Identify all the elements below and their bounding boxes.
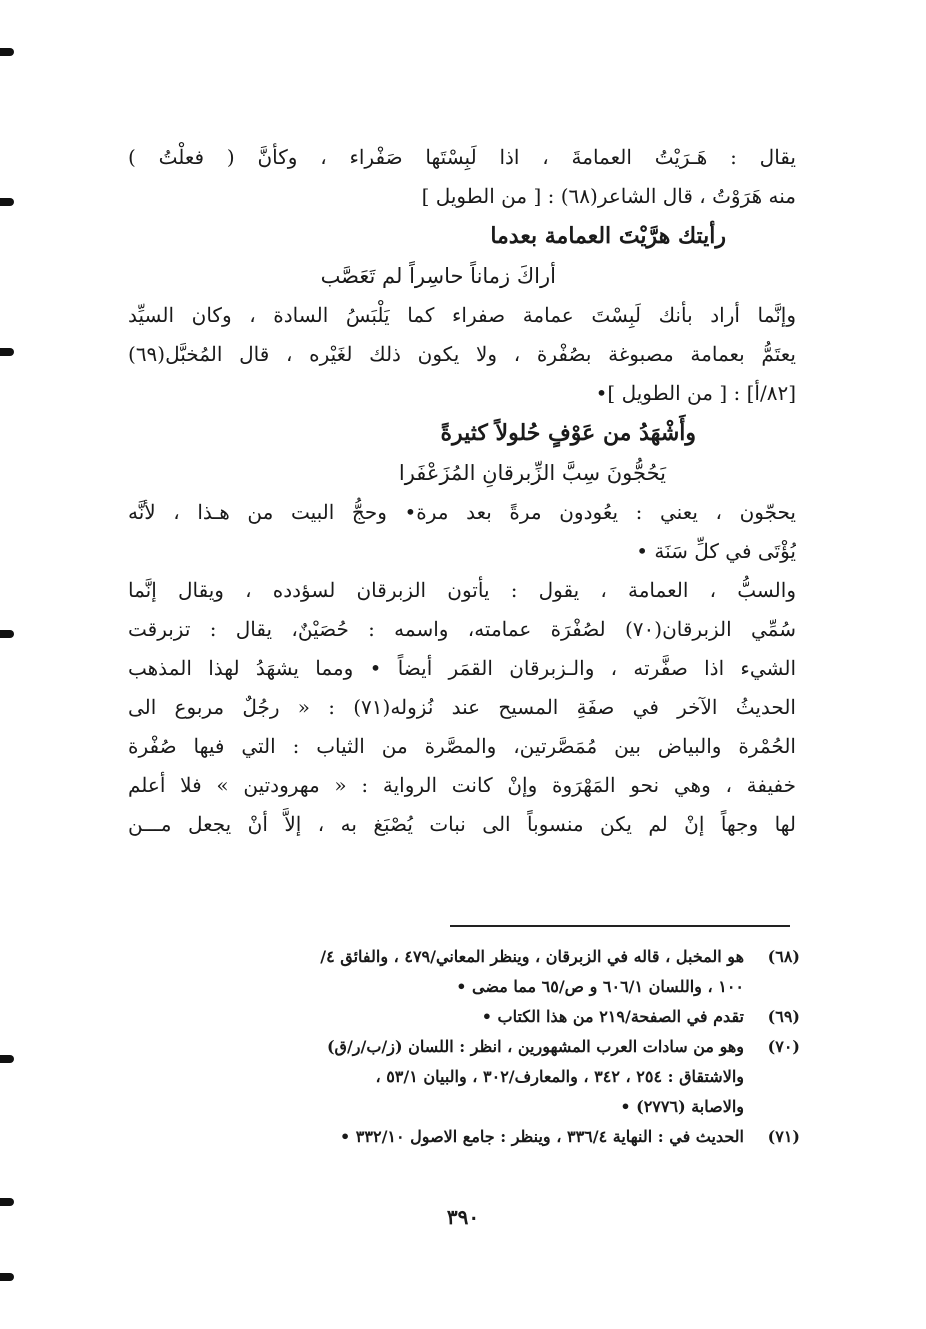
binding-mark bbox=[0, 48, 14, 56]
footnote-line: هو المخبل ، قاله في الزبرقان ، وينظر المعاني/٤٧٩ ، والفائق ٤/ bbox=[320, 947, 744, 966]
binding-mark bbox=[0, 198, 14, 206]
footnote-line: وهو من سادات العرب المشهورين ، انظر : اللسان (ز/ب/ر/ق) bbox=[326, 1037, 744, 1056]
footnote-text bbox=[140, 1032, 744, 1122]
footnote bbox=[140, 1122, 800, 1152]
text-line: الحديثُ الآخر في صفَةِ المسيح عند نُزوله(٧١) : « رجُلٌ مربوع الى bbox=[128, 695, 796, 719]
poem-verse: وأَشْهَدُ من عَوْفٍ حُلولاً كثيرةً bbox=[440, 420, 696, 446]
poem-verse: أراكَ زماناً حاسِراً لم تَعَصَّب bbox=[320, 264, 556, 288]
footnote-line: والاشتقاق : ٢٥٤ ، ٣٤٢ ، والمعارف/٣٠٢ ، والبيان ٥٣/١ ، bbox=[375, 1067, 744, 1086]
text-line: يحجّون ، يعني : يعُودون مرةً بعد مرة• وحجُّ البيت من هـذا ، لأنَّه bbox=[128, 500, 796, 524]
footnote-text bbox=[140, 1122, 744, 1152]
text-line: وإنَّما أراد بأنك لَبِسْتَ عمامة صفراء كما يَلْبَسُ السادة ، وكان السيِّد bbox=[128, 303, 796, 327]
text-line: والسبُّ ، العمامة ، يقول : يأتون الزبرقان لسؤدده ، ويقال إنَّما bbox=[128, 578, 796, 602]
text-line: يعتَمُّ بعمامة مصبوغة بصُفْرة ، ولا يكون ذلك لغَيْره ، قال المُخبَّل(٦٩) bbox=[128, 342, 796, 366]
footnote bbox=[140, 1032, 800, 1122]
text-line: يُؤْتَى في كلِّ سَنَة • bbox=[636, 539, 796, 563]
footnote-text bbox=[140, 942, 744, 1002]
text-line: [٨٢/أ] : [ من الطويل ]• bbox=[595, 381, 796, 405]
poem-verse: يَحُجُّونَ سِبَّ الزِّبرقانِ المُزَعْفَرا bbox=[398, 461, 666, 485]
binding-mark bbox=[0, 348, 14, 356]
footnote-number: (٧١) bbox=[767, 1127, 800, 1146]
text-line: الشيء اذا صفَّرته ، والـزبرقان القمَر أيضاً • ومما يشهَدُ لهذا المذهب bbox=[128, 656, 796, 680]
footnote-line: ١٠٠ ، واللسان ٦٠٦/١ و ص/٦٥ مما مضى • bbox=[456, 977, 744, 996]
text-line: لها وجهاً إنْ لم يكن منسوباً الى نبات يُصْبَغ به ، إلاَّ أنْ يجعل مـــن bbox=[128, 812, 796, 836]
text-line: سُمِّي الزبرقان(٧٠) لصُفْرَة عمامته، واسمه : حُصَيْنٌ، يقال : تزبرقت bbox=[128, 617, 796, 641]
footnote-number: (٦٩) bbox=[767, 1007, 800, 1026]
poem-verse: رأيتك هرَّيْتَ العمامة بعدما bbox=[490, 223, 726, 249]
footnote-divider bbox=[450, 925, 790, 927]
main-text bbox=[128, 138, 796, 844]
text-line: الحُمْرة والبياض بين مُمَصَّرتين، والمصَّرة من الثياب : التي فيها صُفْرة bbox=[128, 734, 796, 758]
footnote-number: (٧٠) bbox=[767, 1037, 800, 1056]
footnote bbox=[140, 1002, 800, 1032]
footnote-line: تقدم في الصفحة/٢١٩ من هذا الكتاب • bbox=[481, 1007, 744, 1026]
text-line: منه هَرَوْتُ ، قال الشاعر(٦٨) : [ من الطويل ] bbox=[421, 184, 796, 208]
text-line: خفيفة ، وهي نحو المَهْرَوة وإنْ كانت الرواية : « مهرودتين » فلا أعلم bbox=[128, 773, 796, 797]
footnotes bbox=[140, 942, 800, 1152]
footnote-line: الحديث في : النهاية ٣٣٦/٤ ، وينظر : جامع الاصول ٣٣٢/١٠ • bbox=[340, 1127, 744, 1146]
footnote-line: والاصابة (٢٧٧٦) • bbox=[620, 1097, 744, 1116]
page-number: ٣٩٠ bbox=[446, 1205, 480, 1229]
footnote-number: (٦٨) bbox=[767, 947, 800, 966]
binding-mark bbox=[0, 1273, 14, 1281]
binding-mark bbox=[0, 1055, 14, 1063]
text-line: يقال : هَـرَيْتُ العمامةَ ، اذا لَبِسْتَها صَفْراء ، وكأنَّ ( فعلْتُ ) bbox=[128, 145, 796, 169]
footnote bbox=[140, 942, 800, 1002]
binding-mark bbox=[0, 630, 14, 638]
footnote-text bbox=[140, 1002, 744, 1032]
